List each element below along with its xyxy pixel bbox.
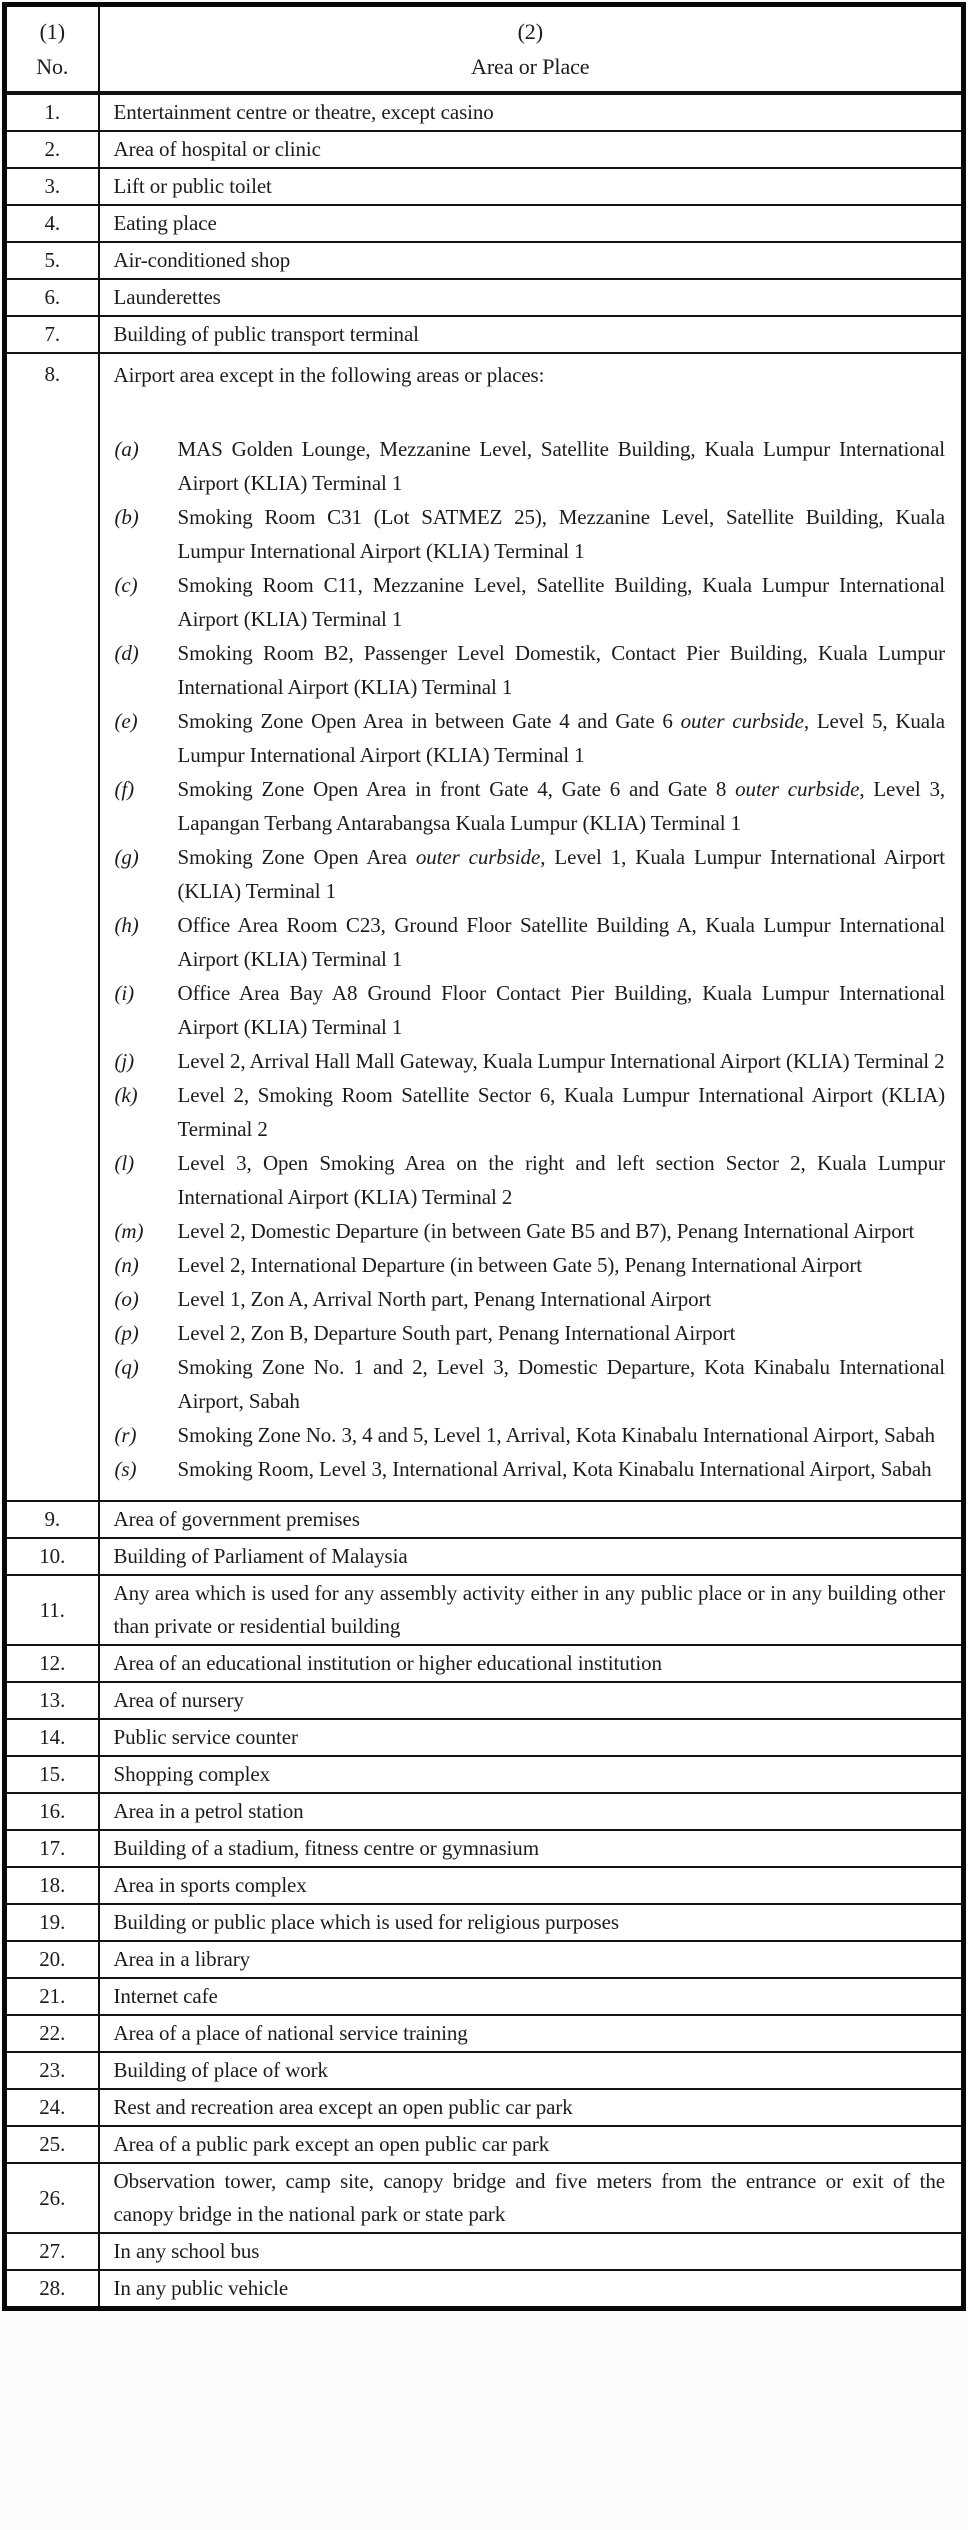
table-row [5,2163,964,2233]
subitem-text: Level 2, Domestic Departure (in between Gate B5 and B7), Penang International Airport [177,1218,915,1243]
subitem-label: (q) [114,1354,139,1379]
subitem-text: Smoking Zone Open Area in between Gate 4 and Gate 6 [177,708,681,733]
subitem-label: (o) [114,1286,139,1311]
table-row [5,1830,964,1867]
row-area: Area of a place of national service training [99,2015,964,2052]
table-row [5,1793,964,1830]
subitem-text-italic: outer curbside [415,844,541,869]
row-number: 11. [5,1575,99,1645]
subitem-text: , Level 5, Kuala Lumpur International Airport (KLIA) Terminal 1 [177,708,945,767]
header-col-area [99,5,964,93]
subitem-text: Smoking Room C31 (Lot SATMEZ 25), Mezzanine Level, Satellite Building, Kuala Lumpur International Airport (KLIA) Terminal 1 [177,504,945,563]
row-number: 9. [5,1501,99,1538]
row-area: Building of Parliament of Malaysia [99,1538,964,1575]
subitem-text: Smoking Room, Level 3, International Arrival, Kota Kinabalu International Airport, Sabah [177,1456,932,1481]
row-number: 28. [5,2270,99,2309]
subitem-label: (i) [114,980,135,1005]
airport-exception-item [114,1146,946,1214]
row-number: 16. [5,1793,99,1830]
airport-exception-item [114,500,946,568]
subitem-text: Level 1, Zon A, Arrival North part, Penang International Airport [177,1286,712,1311]
subitem-label: (r) [114,1422,137,1447]
table-row [5,2052,964,2089]
table-row [5,2015,964,2052]
header-col-no [5,5,99,93]
subitem-label: (n) [114,1252,139,1277]
row-number: 22. [5,2015,99,2052]
row-area: Building of place of work [99,2052,964,2089]
table-row [5,2233,964,2270]
row-number: 7. [5,316,99,353]
row-area [99,353,964,1501]
row-number: 15. [5,1756,99,1793]
subitem-label: (c) [114,572,138,597]
row-number: 23. [5,2052,99,2089]
row-number: 5. [5,242,99,279]
row-area: Building of a stadium, fitness centre or gymnasium [99,1830,964,1867]
row-number: 17. [5,1830,99,1867]
subitem-label: (s) [114,1456,137,1481]
row-number: 4. [5,205,99,242]
table-row [5,1538,964,1575]
row-area: Rest and recreation area except an open public car park [99,2089,964,2126]
subitem-label: (e) [114,708,138,733]
subitem-text: Smoking Zone Open Area in front Gate 4, Gate 6 and Gate 8 [177,776,736,801]
table-row [5,205,964,242]
table-row [5,1867,964,1904]
row-number: 27. [5,2233,99,2270]
table-row [5,1645,964,1682]
row-number: 3. [5,168,99,205]
airport-exception-item [114,840,946,908]
subitem-label: (d) [114,640,139,665]
row-number: 21. [5,1978,99,2015]
header-no-index: (1) [39,18,65,44]
table-row [5,1682,964,1719]
table-row [5,1501,964,1538]
row-number: 20. [5,1941,99,1978]
table-row [5,1904,964,1941]
airport-exception-item [114,1044,946,1078]
table-row [5,1719,964,1756]
subitem-text: , Level 3, Lapangan Terbang Antarabangsa Kuala Lumpur (KLIA) Terminal 1 [177,776,946,835]
row-area: Any area which is used for any assembly activity either in any public place or in any building other than private or residential building [99,1575,964,1645]
row-area: Shopping complex [99,1756,964,1793]
table-row [5,279,964,316]
table-row [5,93,964,131]
airport-exception-item [114,636,946,704]
row-number: 25. [5,2126,99,2163]
row-area: Building or public place which is used for religious purposes [99,1904,964,1941]
subitem-label: (m) [114,1218,144,1243]
table-row [5,2270,964,2309]
subitem-text-italic: outer curbside [735,776,860,801]
subitem-label: (g) [114,844,139,869]
airport-exception-item [114,568,946,636]
row-area: Area in a petrol station [99,1793,964,1830]
subitem-text: Level 2, Smoking Room Satellite Sector 6, Kuala Lumpur International Airport (KLIA) Terminal 2 [177,1082,945,1141]
row-area: Internet cafe [99,1978,964,2015]
row-area: Building of public transport terminal [99,316,964,353]
row-number: 12. [5,1645,99,1682]
row-number: 10. [5,1538,99,1575]
subitem-text: Level 2, Zon B, Departure South part, Penang International Airport [177,1320,736,1345]
row-number: 13. [5,1682,99,1719]
row-area: Area of government premises [99,1501,964,1538]
table-row [5,1941,964,1978]
airport-exception-item [114,1248,946,1282]
row-number: 18. [5,1867,99,1904]
subitem-text: Smoking Zone No. 3, 4 and 5, Level 1, Arrival, Kota Kinabalu International Airport, Sabah [177,1422,935,1447]
row-area: Area in sports complex [99,1867,964,1904]
row-area: Area of nursery [99,1682,964,1719]
table-row [5,1575,964,1645]
subitem-text: Office Area Room C23, Ground Floor Satellite Building A, Kuala Lumpur International Airport (KLIA) Terminal 1 [177,912,945,971]
subitem-text-italic: outer curbside [680,708,804,733]
subitem-label: (b) [114,504,139,529]
subitem-label: (h) [114,912,139,937]
subitem-label: (a) [114,436,139,461]
schedule-table [2,2,966,2311]
row-area: Public service counter [99,1719,964,1756]
row-number: 19. [5,1904,99,1941]
row-area: Area in a library [99,1941,964,1978]
airport-exception-item [114,1078,946,1146]
row-area: Lift or public toilet [99,168,964,205]
subitem-label: (j) [114,1048,135,1073]
row-area: In any public vehicle [99,2270,964,2309]
table-row [5,316,964,353]
header-area-index: (2) [517,18,543,44]
row-area: Observation tower, camp site, canopy bridge and five meters from the entrance or exit of the canopy bridge in the national park or state park [99,2163,964,2233]
airport-exception-item [114,1316,946,1350]
table-header [5,5,964,93]
subitem-text: Smoking Room C11, Mezzanine Level, Satellite Building, Kuala Lumpur International Airport (KLIA) Terminal 1 [177,572,945,631]
subitem-text: Smoking Zone Open Area [177,844,416,869]
row-number: 24. [5,2089,99,2126]
row-area: Area of an educational institution or higher educational institution [99,1645,964,1682]
row-number: 26. [5,2163,99,2233]
subitem-label: (p) [114,1320,139,1345]
table-row [5,2126,964,2163]
table-row [5,2089,964,2126]
airport-exception-item [114,704,946,772]
subitem-text: Level 2, International Departure (in between Gate 5), Penang International Airport [177,1252,863,1277]
airport-exception-item [114,1452,946,1486]
airport-exception-item [114,772,946,840]
subitem-text: Smoking Room B2, Passenger Level Domestik, Contact Pier Building, Kuala Lumpur International Airport (KLIA) Terminal 1 [177,640,945,699]
subitem-text: Office Area Bay A8 Ground Floor Contact Pier Building, Kuala Lumpur International Airport (KLIA) Terminal 1 [177,980,945,1039]
subitem-label: (k) [114,1082,138,1107]
airport-intro-text: Airport area except in the following areas or places: [113,362,545,387]
row-area: Launderettes [99,279,964,316]
row-area: Entertainment centre or theatre, except casino [99,93,964,131]
airport-exception-list [114,432,946,1486]
row-area: Area of a public park except an open public car park [99,2126,964,2163]
row-area: In any school bus [99,2233,964,2270]
subitem-label: (l) [114,1150,135,1175]
header-row [5,5,964,93]
airport-exception-item [114,1418,946,1452]
subitem-text: MAS Golden Lounge, Mezzanine Level, Satellite Building, Kuala Lumpur International Airport (KLIA) Terminal 1 [177,436,945,495]
subitem-text: Smoking Zone No. 1 and 2, Level 3, Domestic Departure, Kota Kinabalu International Airport, Sabah [177,1354,945,1413]
row-number: 14. [5,1719,99,1756]
airport-exception-item [114,1282,946,1316]
airport-exception-item [114,1350,946,1418]
row-area: Air-conditioned shop [99,242,964,279]
row-number: 1. [5,93,99,131]
table-row [5,353,964,1501]
airport-exception-item [114,432,946,500]
row-number: 8. [5,353,99,1501]
airport-exception-item [114,1214,946,1248]
subitem-label: (f) [114,776,135,801]
table-body [5,93,964,2309]
table-row [5,131,964,168]
row-area: Area of hospital or clinic [99,131,964,168]
table-row [5,242,964,279]
airport-exception-item [114,908,946,976]
subitem-text: Level 2, Arrival Hall Mall Gateway, Kuala Lumpur International Airport (KLIA) Terminal 2 [177,1048,945,1073]
header-area-label: Area or Place [471,53,590,79]
row-area: Eating place [99,205,964,242]
table-row [5,1978,964,2015]
subitem-text: , Level 1, Kuala Lumpur International Airport (KLIA) Terminal 1 [177,844,945,903]
table-row [5,168,964,205]
row-number: 6. [5,279,99,316]
row-number: 2. [5,131,99,168]
header-no-label: No. [36,53,69,79]
table-row [5,1756,964,1793]
airport-exception-item [114,976,946,1044]
subitem-text: Level 3, Open Smoking Area on the right and left section Sector 2, Kuala Lumpur International Airport (KLIA) Terminal 2 [177,1150,945,1209]
